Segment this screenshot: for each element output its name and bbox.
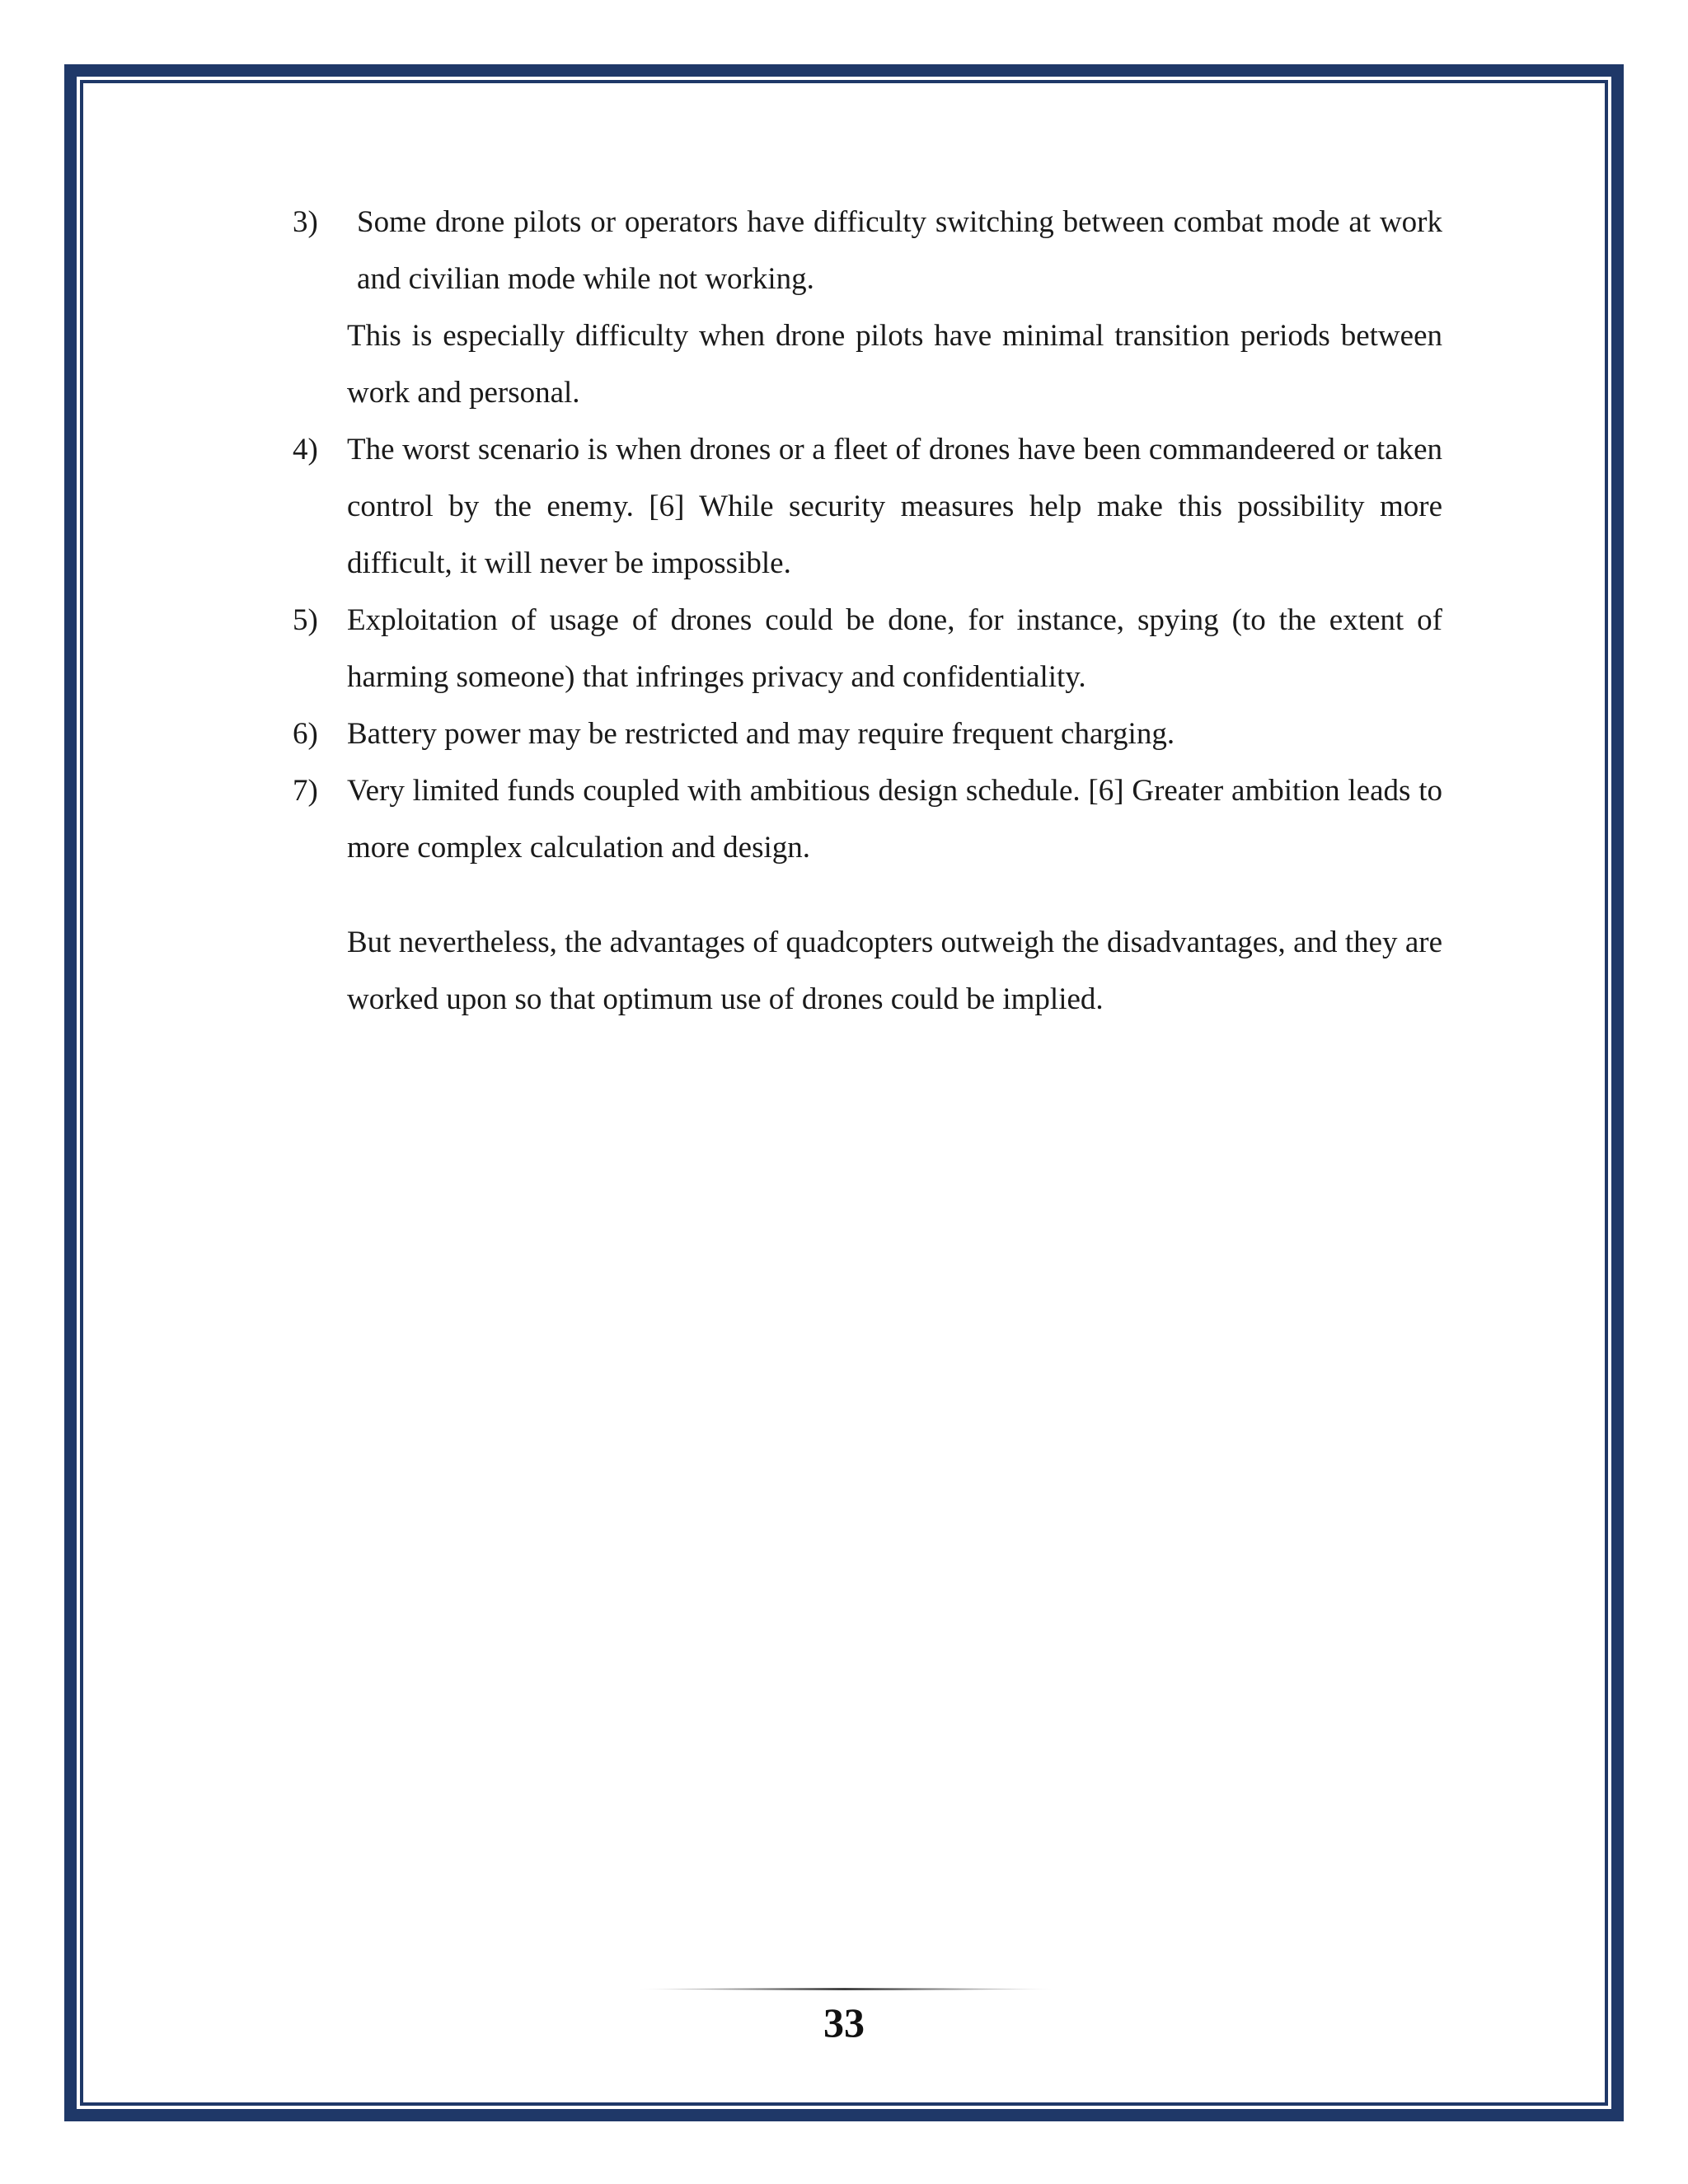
footer-rule: [635, 1987, 1055, 1991]
page-number: 33: [823, 1999, 865, 2046]
paragraph-spacer: [293, 876, 1442, 914]
list-item-subparagraph: This is especially difficulty when drone pilots have minimal transition periods between work and personal.: [347, 319, 1442, 410]
list-item: [293, 762, 1442, 876]
list-item-number: 7): [293, 774, 318, 808]
list-item-text: Battery power may be restricted and may require frequent charging.: [347, 717, 1175, 751]
list-item-number: 3): [293, 205, 318, 239]
list-item-text: Some drone pilots or operators have difficulty switching between combat mode at work and civilian mode while not working.: [357, 205, 1442, 296]
list-item-text: Exploitation of usage of drones could be done, for instance, spying (to the extent of harming someone) that infringes privacy and confidentiality.: [347, 603, 1442, 694]
list-item-text: Very limited funds coupled with ambitious design schedule. [6] Greater ambition leads to more complex calculation and design.: [347, 774, 1442, 865]
list-item: [293, 705, 1442, 762]
list-item: [293, 194, 1442, 307]
list-item-number: 5): [293, 603, 318, 637]
list-item-number: 6): [293, 717, 318, 751]
list-item: [293, 421, 1442, 592]
list-item: [293, 592, 1442, 705]
list-item-text: The worst scenario is when drones or a fleet of drones have been commandeered or taken control by the enemy. [6] While security measures help make this possibility more difficult, it will never be impossible.: [347, 433, 1442, 580]
page-body: [293, 194, 1442, 1028]
conclusion-paragraph: But nevertheless, the advantages of quadcopters outweigh the disadvantages, and they are worked upon so that optimum use of drones could be implied.: [347, 926, 1442, 1016]
list-item-number: 4): [293, 433, 318, 466]
